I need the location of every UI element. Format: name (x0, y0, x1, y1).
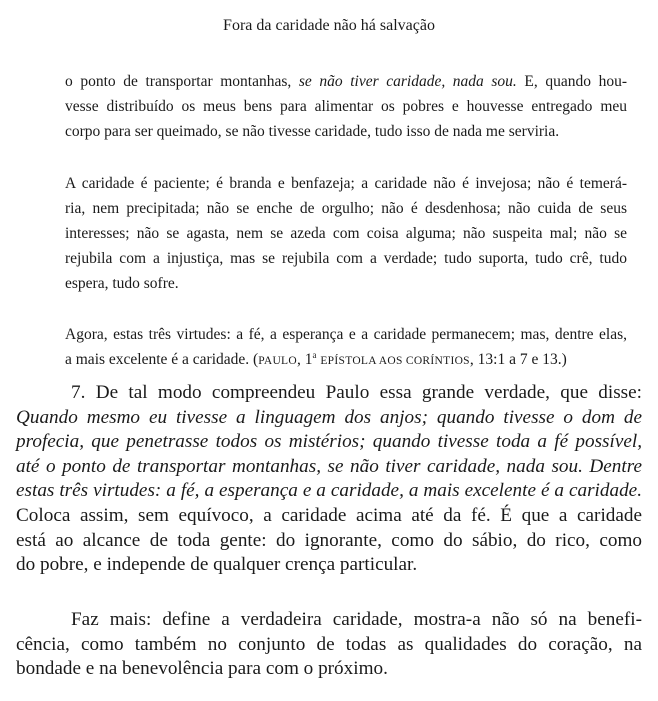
text-line: espera, tudo sofre. (65, 275, 179, 292)
text-line: vesse distribuído os meus bens para alimentar os pobres e houvesse entregado meu (65, 98, 627, 115)
text-line: rejubila com a injustiça, mas se rejubila com a verdade; tudo suporta, tudo crê, tudo (65, 250, 627, 267)
text-line: está ao alcance de toda gente: do ignorante, como do sábio, do rico, como (16, 529, 642, 551)
text-line (65, 69, 627, 94)
italic-line: Quando mesmo eu tivesse a linguagem dos anjos; quando tivesse o dom de (16, 406, 642, 428)
italic-segment: se não tiver caridade, nada sou. (298, 73, 517, 90)
text-line: do pobre, e independe de qualquer crença particular. (16, 554, 418, 576)
text-line: Faz mais: define a verdadeira caridade, mostra-a não só na benefi- (71, 609, 642, 630)
quote-paragraph-2 (65, 171, 627, 296)
citation-line: a mais excelente é a caridade. (PAULO, 1$^a$ EPÍSTOLA AOS CORÍNTIOS, 13:1 a 7 e 13.) (65, 349, 567, 368)
citation-ordinal: 1 (304, 351, 313, 368)
citation-author: PAULO (258, 355, 297, 367)
italic-line: até o ponto de transportar montanhas, se não tiver caridade, nada sou. Dentre (16, 455, 642, 477)
running-title: Fora da caridade não há salvação (223, 17, 435, 34)
text-segment: o ponto de transportar montanhas, (65, 73, 299, 90)
text-line: Agora, estas três virtudes: a fé, a esperança e a caridade permanecem; mas, dentre elas, (65, 326, 627, 343)
text-line: A caridade é paciente; é branda e benfazeja; a caridade não é invejosa; não é temerá- (65, 175, 627, 192)
text-line: corpo para ser queimado, se não tivesse caridade, tudo isso de nada me serviria. (65, 123, 560, 140)
text-segment: a mais excelente é a caridade. ( (65, 351, 259, 368)
text-line: cência, como também no conjunto de todas as qualidades do coração, na (16, 633, 642, 655)
text-line: Coloca assim, sem equívoco, a caridade acima até da fé. É que a caridade (16, 504, 642, 526)
italic-line: estas três virtudes: a fé, a esperança e a caridade, a mais excelente é a caridade. (16, 480, 642, 502)
citation-reference: , 13:1 a 7 e 13.) (469, 351, 567, 368)
body-paragraph-7 (16, 381, 642, 578)
quote-paragraph-3 (65, 322, 627, 374)
text-line: ria, nem precipitada; não se enche de orgulho; não é desdenhosa; não cuida de seus (65, 200, 627, 217)
text-line: interesses; não se agasta, nem se azeda com coisa alguma; não suspeita mal; não se (65, 225, 627, 242)
citation-ordinal-sup: a (312, 349, 317, 360)
citation-work: EPÍSTOLA AOS CORÍNTIOS (320, 355, 470, 367)
text-segment: E, quando hou- (516, 73, 627, 90)
quote-paragraph-1 (65, 69, 627, 144)
text-line: bondade e na benevolência para com o próximo. (16, 658, 388, 680)
text-line: 7. De tal modo compreendeu Paulo essa grande verdade, que disse: (71, 382, 642, 403)
italic-line: profecia, que penetrasse todos os mistérios; quando tivesse toda a fé possível, (16, 431, 642, 453)
body-paragraph-8 (16, 608, 642, 682)
